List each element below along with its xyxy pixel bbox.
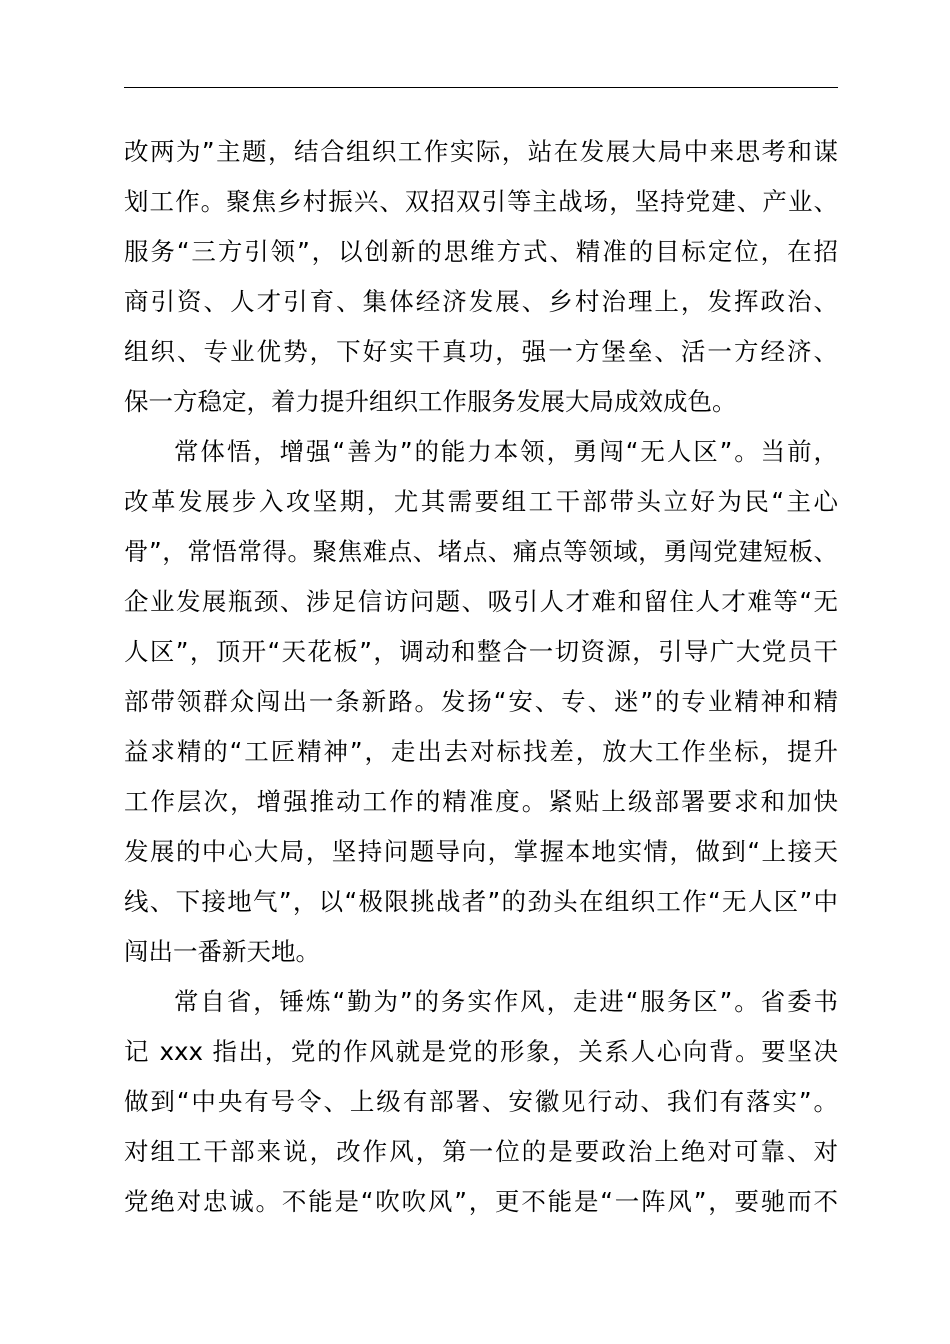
text-line: 闯出一番新天地。 (124, 937, 320, 966)
text-line: 企业发展瓶颈、涉足信访问题、吸引人才难和留住人才难等“无 (124, 587, 838, 616)
text-line: 工作层次，增强推动工作的精准度。紧贴上级部署要求和加快 (124, 787, 838, 816)
text-line: 服务“三方引领”，以创新的思维方式、精准的目标定位，在招 (124, 237, 838, 266)
header-rule (124, 87, 838, 88)
text-line: 部带领群众闯出一条新路。发扬“安、专、迷”的专业精神和精 (124, 687, 838, 716)
text-line: 骨”，常悟常得。聚焦难点、堵点、痛点等领域，勇闯党建短板、 (124, 537, 838, 566)
text-line: 党绝对忠诚。不能是“吹吹风”，更不能是“一阵风”，要驰而不 (124, 1187, 838, 1216)
text-line: 商引资、人才引育、集体经济发展、乡村治理上，发挥政治、 (124, 287, 838, 316)
text-line: 做到“中央有号令、上级有部署、安徽见行动、我们有落实”。 (124, 1087, 838, 1116)
text-line: 发展的中心大局，坚持问题导向，掌握本地实情，做到“上接天 (124, 837, 838, 866)
text-line: 划工作。聚焦乡村振兴、双招双引等主战场，坚持党建、产业、 (124, 187, 838, 216)
text-line: 改革发展步入攻坚期，尤其需要组工干部带头立好为民“主心 (124, 487, 838, 516)
text-line: 改两为”主题，结合组织工作实际，站在发展大局中来思考和谋 (124, 137, 838, 166)
text-line: 保一方稳定，着力提升组织工作服务发展大局成效成色。 (124, 387, 737, 416)
paragraph-first-line: 常自省，锤炼“勤为”的务实作风，走进“服务区”。省委书 (174, 987, 838, 1016)
text-line: 线、下接地气”，以“极限挑战者”的劲头在组织工作“无人区”中 (124, 887, 838, 916)
text-line: 人区”，顶开“天花板”，调动和整合一切资源，引导广大党员干 (124, 637, 838, 666)
text-line: 记 xxx 指出，党的作风就是党的形象，关系人心向背。要坚决 (124, 1037, 838, 1066)
text-line: 益求精的“工匠精神”，走出去对标找差，放大工作坐标，提升 (124, 737, 838, 766)
document-body (124, 127, 838, 1227)
text-line: 对组工干部来说，改作风，第一位的是要政治上绝对可靠、对 (124, 1137, 838, 1166)
paragraph-first-line: 常体悟，增强“善为”的能力本领，勇闯“无人区”。当前， (174, 437, 838, 466)
text-line: 组织、专业优势，下好实干真功，强一方堡垒、活一方经济、 (124, 337, 838, 366)
